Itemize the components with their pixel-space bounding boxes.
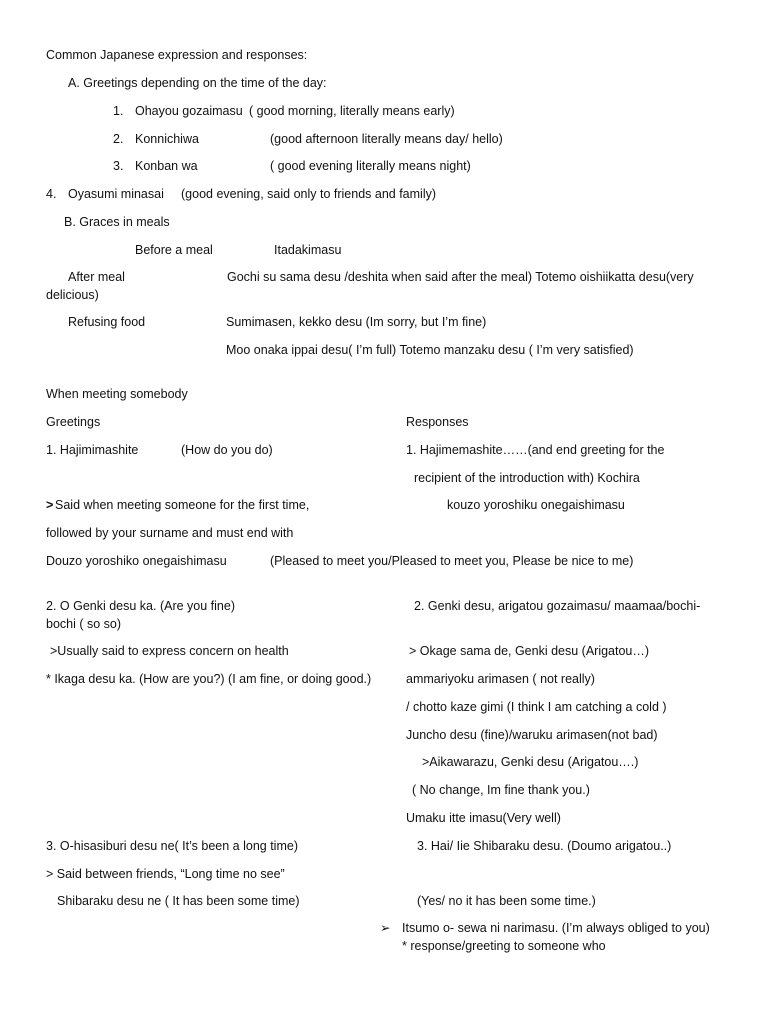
responses-column-label: Responses — [406, 415, 469, 429]
response-2-line-1: 2. Genki desu, arigatou gozaimasu/ maamaa/bochi- — [414, 599, 701, 613]
list-item-meaning: ( good morning, literally means early) — [249, 104, 455, 118]
section-a-heading: A. Greetings depending on the time of the day: — [68, 76, 327, 90]
list-item-number: 3. — [113, 159, 124, 173]
section-b-heading: B. Graces in meals — [64, 215, 170, 229]
response-1-line-1: 1. Hajimemashite……(and end greeting for the — [406, 443, 665, 457]
meal-value-refusing: Sumimasen, kekko desu (Im sorry, but I’m fine) — [226, 315, 487, 329]
bullet-line-1: Itsumo o- sewa ni narimasu. (I’m always obliged to you) — [402, 921, 710, 935]
greeting-3-line-1: 3. O-hisasiburi desu ne( It’s been a long time) — [46, 839, 298, 853]
meal-value-after: Gochi su sama desu /deshita when said after the meal) Totemo oishiikatta desu(very — [227, 270, 694, 284]
meal-label-refusing: Refusing food — [68, 315, 146, 329]
list-item-number: 4. — [46, 187, 57, 201]
list-item-term: Konnichiwa — [135, 132, 199, 146]
greeting-1-term: 1. Hajimimashite — [46, 443, 139, 457]
meal-label-before: Before a meal — [135, 243, 213, 257]
response-2-juncho: Juncho desu (fine)/waruku arimasen(not bad) — [406, 728, 658, 742]
meal-value-after-cont: delicious) — [46, 288, 99, 302]
response-1-line-3: kouzo yoroshiku onegaishimasu — [447, 498, 625, 512]
list-item-term: Ohayou gozaimasu — [135, 104, 243, 118]
response-2-okage: > Okage sama de, Genki desu (Arigatou…) — [409, 644, 650, 658]
greeting-1-note-2: followed by your surname and must end with — [46, 526, 294, 540]
response-1-line-2: recipient of the introduction with) Kochira — [414, 471, 640, 485]
list-item-meaning: (good afternoon literally means day/ hello) — [270, 132, 503, 146]
list-item-term: Oyasumi minasai — [68, 187, 164, 201]
response-2-umaku: Umaku itte imasu(Very well) — [406, 811, 561, 825]
greeting-1-meaning: (How do you do) — [181, 443, 273, 457]
meal-value-before: Itadakimasu — [274, 243, 342, 257]
greeting-1-note-3-term: Douzo yoroshiko onegaishimasu — [46, 554, 227, 568]
greeting-3-line-2: > Said between friends, “Long time no see” — [46, 867, 285, 881]
response-2-aikawarazu: >Aikawarazu, Genki desu (Arigatou….) — [422, 755, 639, 769]
list-item-meaning: (good evening, said only to friends and family) — [181, 187, 437, 201]
meal-label-after: After meal — [68, 270, 125, 284]
list-item-number: 2. — [113, 132, 124, 146]
greeting-1-note-1: Said when meeting someone for the first time, — [55, 498, 310, 512]
list-item-meaning: ( good evening literally means night) — [270, 159, 471, 173]
response-2-chotto: / chotto kaze gimi (I think I am catching a cold ) — [406, 700, 667, 714]
response-3-line-2: (Yes/ no it has been some time.) — [417, 894, 596, 908]
greeting-2-line-2: bochi ( so so) — [46, 617, 122, 631]
response-3-line-1: 3. Hai/ Iie Shibaraku desu. (Doumo arigatou..) — [417, 839, 672, 853]
greeting-1-note-3-meaning: (Pleased to meet you/Pleased to meet you, Please be nice to me) — [270, 554, 634, 568]
greetings-column-label: Greetings — [46, 415, 101, 429]
list-item-term: Konban wa — [135, 159, 198, 173]
note-marker: > — [46, 498, 54, 512]
greeting-2-line-1: 2. O Genki desu ka. (Are you fine) — [46, 599, 235, 613]
page-title: Common Japanese expression and responses: — [46, 48, 308, 62]
bullet-arrow-icon: ➢ — [380, 921, 391, 935]
greeting-3-line-3: Shibaraku desu ne ( It has been some time) — [57, 894, 300, 908]
meeting-heading: When meeting somebody — [46, 387, 188, 401]
bullet-line-2: * response/greeting to someone who — [402, 939, 606, 953]
greeting-2-ikaga: * Ikaga desu ka. (How are you?) (I am fine, or doing good.) — [46, 672, 372, 686]
greeting-2-note: >Usually said to express concern on health — [50, 644, 289, 658]
meal-value-refusing-2: Moo onaka ippai desu( I’m full) Totemo manzaku desu ( I’m very satisfied) — [226, 343, 634, 357]
list-item-number: 1. — [113, 104, 124, 118]
response-2-nochange: ( No change, Im fine thank you.) — [412, 783, 590, 797]
response-2-ammari: ammariyoku arimasen ( not really) — [406, 672, 595, 686]
